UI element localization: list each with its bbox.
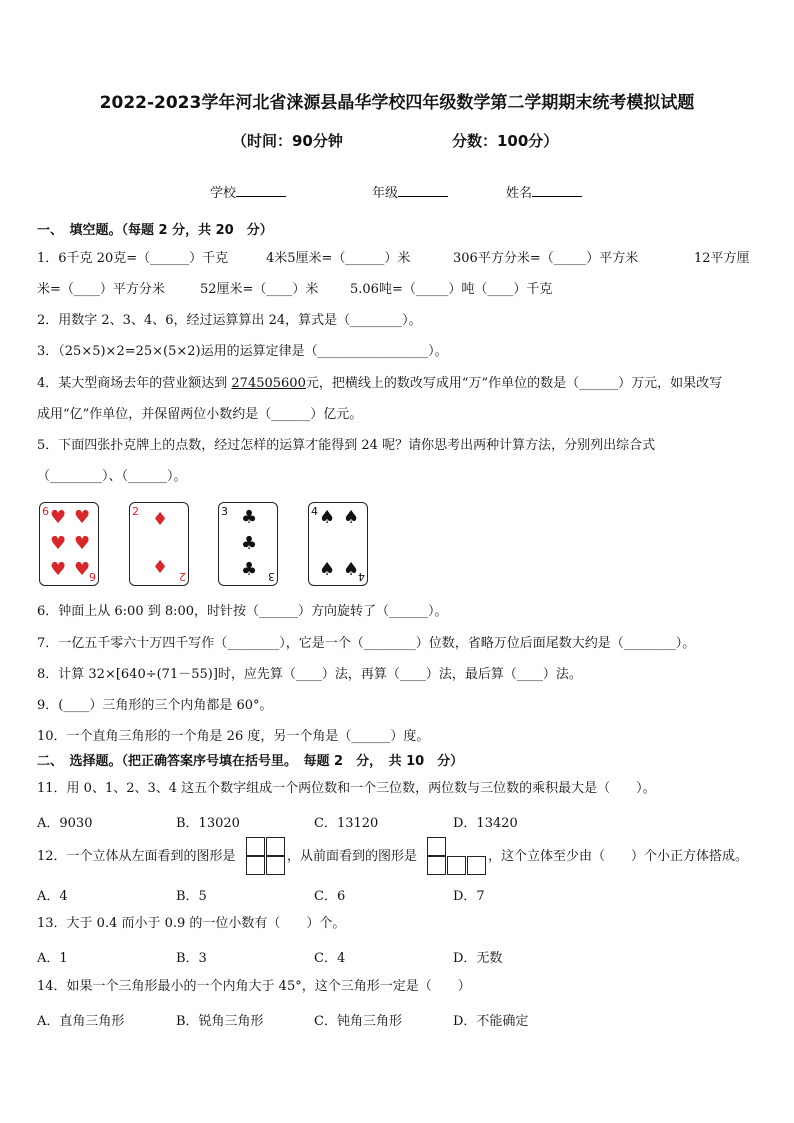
question-12-mid: ，从前面看到的图形是 xyxy=(287,849,418,864)
q14-option-d[interactable]: D．不能确定 xyxy=(453,1014,529,1029)
question-1g: 5.06吨=（_____）吨（____）千克 xyxy=(350,282,553,297)
q11-option-d[interactable]: D．13420 xyxy=(453,816,518,831)
exam-score: 分数：100分） xyxy=(452,132,559,150)
heart-icon: ♥ xyxy=(50,533,67,554)
q13-option-b[interactable]: B．3 xyxy=(176,951,207,966)
card-rank: 2 xyxy=(179,570,186,583)
question-14: 14．如果一个三角形最小的一个内角大于 45°，这个三角形一定是（ ） xyxy=(37,979,471,994)
question-5-line1: 5．下面四张扑克牌上的点数，经过怎样的运算才能得到 24 呢？请你思考出两种计算方法，分别列出综合式 xyxy=(37,438,656,453)
section-2-title: 二、 选择题。 xyxy=(37,754,122,769)
q14-option-a[interactable]: A．直角三角形 xyxy=(37,1014,125,1029)
section-1-title: 一、 填空题。 xyxy=(37,223,122,238)
card-rank: 6 xyxy=(42,505,49,518)
question-8: 8．计算 32×[640÷(71－55)]时，应先算（____）法，再算（____）法，最后算（____）法。 xyxy=(37,667,582,682)
question-4-pre: 4．某大型商场去年的营业额达到 xyxy=(37,376,232,391)
q11-option-c[interactable]: C．13120 xyxy=(314,816,379,831)
q13-option-d[interactable]: D．无数 xyxy=(453,951,503,966)
section-1-note: （每题 2 分，共 20 分） xyxy=(121,223,273,238)
question-2: 2．用数字 2、3、4、6，经过运算算出 24，算式是（________）。 xyxy=(37,313,422,328)
question-12-post: ，这个立体至少由（ ）个小正方体搭成。 xyxy=(488,849,749,864)
card-rank: 6 xyxy=(89,570,96,583)
name-label: 姓名 xyxy=(506,186,533,201)
heart-icon: ♥ xyxy=(74,507,91,528)
card-rank: 4 xyxy=(311,505,318,518)
name-blank[interactable] xyxy=(532,184,582,197)
question-7: 7．一亿五千零六十万四千写作（________），它是一个（________）位数，省略万位后面尾数大约是（________）。 xyxy=(37,636,696,651)
section-2-heading xyxy=(37,754,463,770)
card-rank: 3 xyxy=(221,505,228,518)
q14-option-b[interactable]: B．锐角三角形 xyxy=(176,1014,264,1029)
question-1d: 12平方厘 xyxy=(694,251,750,266)
exam-title: 2022-2023学年河北省涞源县晶华学校四年级数学第二学期期末统考模拟试题 xyxy=(99,93,695,113)
q14-option-c[interactable]: C．钝角三角形 xyxy=(314,1014,402,1029)
card-rank: 3 xyxy=(268,570,275,583)
question-6: 6．钟面上从 6:00 到 8:00，时针按（______）方向旋转了（______）。 xyxy=(37,604,448,619)
question-3: 3．（25×5)×2=25×(5×2)运用的运算定律是（_________________）。 xyxy=(37,344,448,359)
question-1a: 1．6千克 20克=（______）千克 xyxy=(37,251,229,266)
playing-card-4-spades xyxy=(308,502,368,586)
exam-time: （时间：90分钟 xyxy=(232,132,343,150)
q11-option-b[interactable]: B．13020 xyxy=(176,816,240,831)
q11-option-a[interactable]: A．9030 xyxy=(37,816,93,831)
playing-card-6-hearts xyxy=(39,502,99,586)
heart-icon: ♥ xyxy=(74,533,91,554)
question-1b: 4米5厘米=（______）米 xyxy=(266,251,411,266)
diamond-icon: ♦ xyxy=(152,557,169,578)
q12-option-b[interactable]: B．5 xyxy=(176,889,207,904)
club-icon: ♣ xyxy=(241,533,258,554)
playing-card-2-diamonds xyxy=(129,502,189,586)
playing-card-3-clubs xyxy=(218,502,278,586)
spade-icon: ♠ xyxy=(343,507,360,528)
spade-icon: ♠ xyxy=(343,559,360,580)
school-blank[interactable] xyxy=(236,184,286,197)
club-icon: ♣ xyxy=(241,559,258,580)
question-12-pre: 12．一个立体从左面看到的图形是 xyxy=(37,849,236,864)
school-label: 学校 xyxy=(210,186,237,201)
section-1-heading xyxy=(37,223,273,239)
question-13: 13．大于 0.4 而小于 0.9 的一位小数有（ ）个。 xyxy=(37,916,346,931)
spade-icon: ♠ xyxy=(319,507,336,528)
question-1f: 52厘米=（____）米 xyxy=(200,282,319,297)
q13-option-a[interactable]: A．1 xyxy=(37,951,68,966)
card-rank: 2 xyxy=(132,505,139,518)
question-11: 11．用 0、1、2、3、4 这五个数字组成一个两位数和一个三位数，两位数与三位数的乘积最大是（ ）。 xyxy=(37,781,656,796)
grade-blank[interactable] xyxy=(398,184,448,197)
grade-field xyxy=(372,182,448,201)
name-field xyxy=(506,182,582,201)
question-4-post: 元，把横线上的数改写成用“万”作单位的数是（______）万元，如果改写 xyxy=(305,376,723,391)
question-4-line1 xyxy=(37,376,722,392)
heart-icon: ♥ xyxy=(50,507,67,528)
question-5-line2: （________）、（______）。 xyxy=(37,469,187,484)
question-1e: 米=（____）平方分米 xyxy=(37,282,165,297)
heart-icon: ♥ xyxy=(50,559,67,580)
school-field xyxy=(210,182,286,201)
question-1c: 306平方分米=（_____）平方米 xyxy=(453,251,639,266)
heart-icon: ♥ xyxy=(74,559,91,580)
club-icon: ♣ xyxy=(241,507,258,528)
left-view-figure xyxy=(246,837,286,875)
q12-option-d[interactable]: D．7 xyxy=(453,889,485,904)
question-10: 10．一个直角三角形的一个角是 26 度，另一个角是（______）度。 xyxy=(37,729,430,744)
question-4-line2: 成用“亿”作单位，并保留两位小数约是（______）亿元。 xyxy=(37,407,363,422)
q13-option-c[interactable]: C．4 xyxy=(314,951,346,966)
spade-icon: ♠ xyxy=(319,559,336,580)
card-rank: 4 xyxy=(358,570,365,583)
question-4-number: 274505600 xyxy=(231,376,306,391)
question-9: 9．(____）三角形的三个内角都是 60°。 xyxy=(37,698,273,713)
grade-label: 年级 xyxy=(372,186,399,201)
diamond-icon: ♦ xyxy=(152,509,169,530)
q12-option-a[interactable]: A．4 xyxy=(37,889,68,904)
front-view-figure xyxy=(427,837,487,875)
q12-option-c[interactable]: C．6 xyxy=(314,889,346,904)
section-2-note: （把正确答案序号填在括号里。 每题 2 分， 共 10 分） xyxy=(121,754,464,769)
